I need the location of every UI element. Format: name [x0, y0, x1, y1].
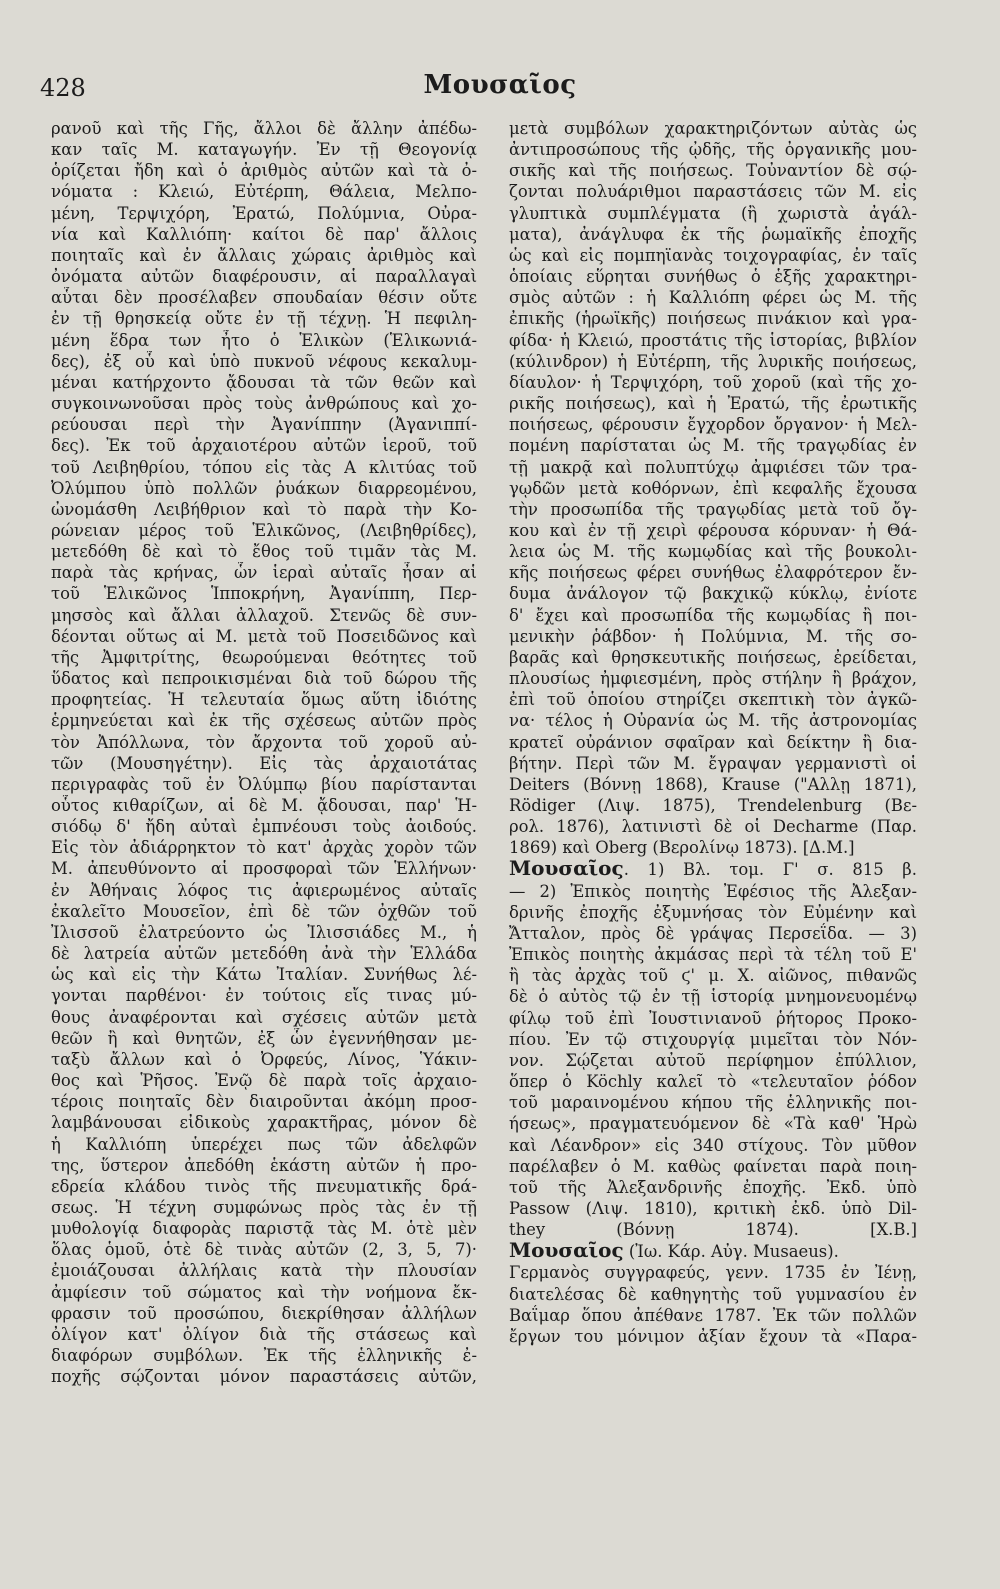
text-line: Deiters (Βόννῃ 1868), Krause ("Αλλῃ 1871), — [509, 774, 917, 794]
text-line: αὗται δὲν προσέλαβεν σπουδαίαν θέσιν οὔτε — [51, 288, 477, 308]
text-line: θεῶν ἢ καὶ θνητῶν, ἐξ ὧν ἐγεννήθησαν με- — [51, 1028, 477, 1048]
left-column — [51, 118, 477, 1387]
entry-headword-rest: (Ἰω. Κάρ. Αὐγ. Musaeus). — [623, 1242, 839, 1262]
text-line: της, ὕστερον ἀπεδόθη ἑκάστη αὐτῶν ἡ προ- — [51, 1155, 477, 1175]
text-line: μένη, Τερψιχόρη, Ἐρατώ, Πολύμνια, Οὐρα- — [51, 203, 477, 223]
text-line: ὀνόματα αὐτῶν διαφέρουσιν, αἱ παραλλαγαὶ — [51, 267, 477, 287]
text-line: κῆς ποιήσεως φέρει συνήθως ἐλαφρότερον ἔν- — [509, 563, 917, 583]
text-line: να· τέλος ἡ Οὐρανία ὡς Μ. τῆς ἀστρονομίας — [509, 711, 917, 731]
text-line: Γερμανὸς συγγραφεύς, γενν. 1735 ἐν Ἰένῃ, — [509, 1263, 917, 1283]
text-line: ἐν Ἀθήναις λόφος τις ἀφιερωμένος αὐταῖς — [51, 880, 477, 900]
text-line: ρικῆς ποιήσεως), καὶ ἡ Ἐρατώ, τῆς ἐρωτικῆς — [509, 394, 917, 414]
text-line: ἢ τὰς ἀρχὰς τοῦ ϛ' μ. Χ. αἰῶνος, πιθανῶς — [509, 966, 917, 986]
text-line: (κύλινδρον) ἡ Εὐτέρπη, τῆς λυρικῆς ποιήσεως, — [509, 351, 917, 371]
text-line: διατελέσας δὲ καθηγητὴς τοῦ γυμνασίου ἐν — [509, 1284, 917, 1304]
text-line: Μ. ἀπευθύνοντο αἱ προσφοραὶ τῶν Ἑλλήνων· — [51, 859, 477, 879]
text-line: δυμα ἀνάλογον τῷ βακχικῷ κύκλῳ, ἐνίοτε — [509, 584, 917, 604]
text-line: σιόδῳ δ' ἤδη αὐταὶ ἐμπνέουσι τοὺς ἀοιδούς. — [51, 817, 477, 837]
text-line: ματα), ἀνάγλυφα ἐκ τῆς ῥωμαϊκῆς ἐποχῆς — [509, 224, 917, 244]
text-line: βήτην. Περὶ τῶν Μ. ἔγραψαν γερμανιστὶ οἱ — [509, 753, 917, 773]
text-line: ρώνειαν μέρος τοῦ Ἑλικῶνος, (Λειβηθρίδες), — [51, 520, 477, 540]
text-line: μετὰ συμβόλων χαρακτηριζόντων αὐτὰς ὡς — [509, 119, 917, 138]
text-line: Εἰς τὸν ἀδιάρρηκτον τὸ κατ' ἀρχὰς χορὸν τῶν — [51, 838, 477, 858]
text-line: τῇ μακρᾷ καὶ πολυπτύχῳ ἀμφιέσει τῶν τρα- — [509, 457, 917, 477]
text-line: ὅλας ὁμοῦ, ὁτὲ δὲ τινὰς αὐτῶν (2, 3, 5, 7)· — [51, 1240, 477, 1260]
text-line: προφητείας. Ἡ τελευταία ὅμως αὕτη ἰδιότης — [51, 690, 477, 710]
text-line: Ἐπικὸς ποιητὴς ἀκμάσας περὶ τὰ τέλη τοῦ Ε' — [509, 945, 917, 965]
text-line: γονται παρθένοι· ἐν τούτοις εἴς τινας μύ- — [51, 986, 477, 1006]
text-line: ὕδατος καὶ πεπροικισμέναι διὰ τοῦ δώρου τῆς — [51, 669, 477, 689]
text-line: συγκοινωνοῦσαι πρὸς τοὺς ἀνθρώπους καὶ χο- — [51, 394, 477, 414]
text-line: Ἄτταλον, πρὸς δὲ γράψας Περσεΐδα. — 3) — [509, 923, 917, 943]
text-line: ἡ Καλλιόπη ὑπερέχει πως τῶν ἀδελφῶν — [51, 1134, 477, 1154]
text-line: δ' ἔχει καὶ προσωπίδα τῆς κωμῳδίας ἢ ποι- — [509, 605, 917, 625]
text-line: ἑρμηνεύεται καὶ ἐκ τῆς σχέσεως αὐτῶν πρὸς — [51, 711, 477, 731]
text-line — [509, 1240, 917, 1262]
text-line: ὡς καὶ εἰς πομπηϊανὰς τοιχογραφίας, ἐν ταῖς — [509, 245, 917, 265]
text-line: πίου. Ἐν τῷ στιχουργίᾳ μιμεῖται τὸν Νόν- — [509, 1029, 917, 1049]
text-line: ὀλίγον κατ' ὀλίγον διὰ τῆς στάσεως καὶ — [51, 1324, 477, 1344]
text-line: τῶν (Μουσηγέτην). Εἰς τὰς ἀρχαιοτάτας — [51, 753, 477, 773]
text-line: ὁρίζεται ἤδη καὶ ὁ ἀριθμὸς αὐτῶν καὶ τὰ ὀ- — [51, 161, 477, 181]
text-line: δέονται οὕτως αἱ Μ. μετὰ τοῦ Ποσειδῶνος καὶ — [51, 626, 477, 646]
text-line: ήσεως», πραγματευόμενον δὲ «Τὰ καθ' Ἡρὼ — [509, 1114, 917, 1134]
text-line: παρὰ τὰς κρήνας, ὧν ἱεραὶ αὐταῖς ἦσαν αἱ — [51, 563, 477, 583]
text-line: σμὸς αὐτῶν : ἡ Καλλιόπη φέρει ὡς Μ. τῆς — [509, 288, 917, 308]
text-line: βαρᾶς καὶ θρησκευτικῆς ποιήσεως, ἐρείδεται, — [509, 647, 917, 667]
text-line: ἀμφίεσιν τοῦ σώματος καὶ τὴν νοήμονα ἔκ- — [51, 1282, 477, 1302]
text-line: δρινῆς ἐποχῆς ἐξυμνήσας τὸν Εὐμένην καὶ — [509, 902, 917, 922]
text-line: τοῦ μαραινομένου κήπου τῆς ἑλληνικῆς ποι- — [509, 1093, 917, 1113]
text-line: τὸν Ἀπόλλωνα, τὸν ἄρχοντα τοῦ χοροῦ αὐ- — [51, 732, 477, 752]
text-line: ποιήσεως, φέρουσιν ἔγχορδον ὄργανον· ἡ Μελ- — [509, 415, 917, 435]
text-line: ζονται πολυάριθμοι παραστάσεις τῶν Μ. εἰς — [509, 182, 917, 202]
text-line: τέροις ποιηταῖς δὲν διαιροῦνται ἀκόμη προσ- — [51, 1092, 477, 1112]
text-line: they (Βόννῃ 1874). [Χ.Β.] — [509, 1220, 917, 1240]
text-line: φρασιν τοῦ προσώπου, διεκρίθησαν ἀλλήλων — [51, 1303, 477, 1323]
text-line: Ἰλισσοῦ ἐλατρεύοντο ὡς Ἰλισσιάδες Μ., ἡ — [51, 922, 477, 942]
text-line: δὲ λατρεία αὐτῶν μετεδόθη ἀνὰ τὴν Ἑλλάδα — [51, 944, 477, 964]
text-line: μυθολογίᾳ διαφορὰς παριστᾷ τὰς Μ. ὁτὲ μὲν — [51, 1219, 477, 1239]
text-line: κρατεῖ οὐράνιον σφαῖραν καὶ δείκτην ἢ δια- — [509, 732, 917, 752]
text-line: 1869) καὶ Oberg (Βερολίνῳ 1873). [Δ.Μ.] — [509, 838, 855, 858]
text-line: ὁποίαις εὕρηται συνήθως ὁ ἑξῆς χαρακτηρι- — [509, 267, 917, 287]
text-line: Rödiger (Λιψ. 1875), Trendelenburg (Βε- — [509, 796, 917, 815]
text-line: μέναι κατήρχοντο ᾄδουσαι τὰ τῶν θεῶν καὶ — [51, 372, 477, 392]
text-line: πλουσίως ἠμφιεσμένη, πρὸς στήλην ἢ βράχον, — [509, 669, 917, 689]
text-line: λεια ὡς Μ. τῆς κωμῳδίας καὶ τῆς βουκολι- — [509, 542, 917, 562]
text-line — [509, 858, 917, 880]
text-line: ὅπερ ὁ Köchly καλεῖ τὸ «τελευταῖον ῥόδον — [509, 1072, 917, 1092]
text-line: λαμβάνουσαι εἰδικοὺς χαρακτῆρας, μόνον δὲ — [51, 1113, 477, 1133]
text-line: καὶ Λέανδρον» εἰς 340 στίχους. Τὸν μῦθον — [509, 1135, 917, 1155]
text-line: ρεύουσαι περὶ τὴν Ἀγανίππην (Ἀγανιππί- — [51, 415, 477, 435]
text-line: ποιηταῖς καὶ ἐν ἄλλαις χώραις ἀριθμὸς καὶ — [51, 245, 477, 265]
text-line: σεως. Ἡ τέχνη συμφώνως πρὸς τὰς ἐν τῇ — [51, 1197, 477, 1217]
text-line: τῆς Ἀμφιτρίτης, θεωρούμεναι θεότητες τοῦ — [51, 647, 477, 667]
page-number: 428 — [40, 74, 86, 102]
text-line: μετεδόθη δὲ καὶ τὸ ἔθος τοῦ τιμᾶν τὰς Μ. — [51, 542, 477, 562]
text-line: ἐμοιάζουσαι ἀλλήλαις κατὰ τὴν πλουσίαν — [51, 1261, 477, 1281]
entry-headword-rest: . 1) Βλ. τομ. Γ' σ. 815 β. — [623, 860, 917, 880]
text-line: νον. Σῴζεται αὐτοῦ περίφημον ἐπύλλιον, — [509, 1050, 917, 1070]
text-line: γλυπτικὰ συμπλέγματα (ἢ χωριστὰ ἀγάλ- — [509, 203, 917, 223]
text-line: πομένη παρίσταται ὡς Μ. τῆς τραγῳδίας ἐν — [509, 436, 917, 456]
text-line: θους ἀναφέρονται καὶ σχέσεις αὐτῶν μετὰ — [51, 1007, 477, 1027]
text-line: περιγραφὰς τοῦ ἐν Ὀλύμπῳ βίου παρίστανται — [51, 774, 477, 794]
text-line: δίαυλον· ἡ Τερψιχόρη, τοῦ χοροῦ (καὶ τῆς χο- — [509, 372, 917, 392]
text-line: εδρεία κλάδου τινὸς τῆς πνευματικῆς δρά- — [51, 1176, 477, 1196]
text-line: ἐπὶ τοῦ ὁποίου στηρίζει σκεπτικὴ τὸν ἀγκῶ- — [509, 690, 917, 710]
text-line: φίδα· ἡ Κλειώ, προστάτις τῆς ἱστορίας, βιβλίον — [509, 330, 917, 350]
text-line: ἐν τῇ θρησκείᾳ οὔτε ἐν τῇ τέχνῃ. Ἡ πεφιλη- — [51, 309, 477, 329]
text-line: κου καὶ ἐν τῇ χειρὶ φέρουσα κόρυναν· ἡ Θά- — [509, 520, 917, 540]
text-line: τοῦ Λειβηθρίου, τόπου εἰς τὰς Α κλιτύας τοῦ — [51, 457, 477, 477]
text-line: οὗτος κιθαρίζων, αἱ δὲ Μ. ᾄδουσαι, παρ' Ἡ- — [51, 796, 477, 815]
text-line: σικῆς καὶ τῆς ποιήσεως. Τοὐναντίον δὲ σῴ- — [509, 161, 917, 181]
entry-headword: Μουσαῖος — [509, 1240, 624, 1263]
text-line: ὠνομάσθη Λειβήθριον καὶ τὸ παρὰ τὴν Κο- — [51, 499, 477, 519]
text-line: μησσὸς καὶ ἄλλαι ἀλλαχοῦ. Στενῶς δὲ συν- — [51, 605, 477, 625]
entry-headword: Μουσαῖος — [509, 858, 624, 881]
right-column — [509, 118, 917, 1347]
text-line: γῳδῶν μετὰ κοθόρνων, ἐπὶ κεφαλῆς ἔχουσα — [509, 478, 917, 498]
text-line: ποχῆς σῴζονται μόνον παραστάσεις αὐτῶν, — [51, 1367, 477, 1387]
text-line: ἐπικῆς (ἡρωϊκῆς) ποιήσεως πινάκιον καὶ γρα- — [509, 309, 917, 329]
text-line: μένη ἕδρα των ἦτο ὁ Ἑλικὼν (Ἑλικωνιά- — [51, 330, 477, 350]
text-line: δες). Ἐκ τοῦ ἀρχαιοτέρου αὐτῶν ἱεροῦ, τοῦ — [51, 436, 477, 456]
text-line: μενικὴν ῥάβδον· ἡ Πολύμνια, Μ. τῆς σο- — [509, 626, 917, 646]
text-line: φίλῳ τοῦ ἐπὶ Ἰουστινιανοῦ ῥήτορος Προκο- — [509, 1008, 917, 1028]
text-line: τὴν προσωπίδα τῆς τραγῳδίας μετὰ τοῦ ὄγ- — [509, 499, 917, 519]
text-line: ὡς καὶ εἰς τὴν Κάτω Ἰταλίαν. Συνήθως λέ- — [51, 965, 477, 985]
running-head: Μουσαῖος — [423, 70, 577, 100]
text-line: ρανοῦ καὶ τῆς Γῆς, ἄλλοι δὲ ἄλλην ἀπέδω- — [51, 119, 477, 138]
text-line: νόματα : Κλειώ, Εὐτέρπη, Θάλεια, Μελπο- — [51, 182, 477, 202]
text-line: ἔργων του μόνιμον ἀξίαν ἔχουν τὰ «Παρα- — [509, 1326, 917, 1346]
text-line: τοῦ τῆς Ἀλεξανδρινῆς ἐποχῆς. Ἐκδ. ὑπὸ — [509, 1177, 917, 1197]
text-line: Passow (Λιψ. 1810), κριτικὴ ἐκδ. ὑπὸ Dil- — [509, 1198, 917, 1218]
text-line: διαφόρων συμβόλων. Ἐκ τῆς ἑλληνικῆς ἐ- — [51, 1346, 477, 1366]
text-line: Ὀλύμπου ὑπὸ πολλῶν ῥυάκων διαρρεομένου, — [51, 478, 477, 498]
text-line: καν ταῖς Μ. καταγωγήν. Ἐν τῇ Θεογονίᾳ — [51, 140, 477, 160]
text-line: θος καὶ Ῥῆσος. Ἐνῷ δὲ παρὰ τοῖς ἀρχαιο- — [51, 1071, 477, 1091]
text-line: — 2) Ἐπικὸς ποιητὴς Ἐφέσιος τῆς Ἀλεξαν- — [509, 881, 917, 901]
text-line: ἐκαλεῖτο Μουσεῖον, ἐπὶ δὲ τῶν ὀχθῶν τοῦ — [51, 901, 477, 921]
text-line: ἀντιπροσώπους τῆς ᾠδῆς, τῆς ὀργανικῆς μου- — [509, 140, 917, 160]
text-line: τοῦ Ἑλικῶνος Ἱπποκρήνη, Ἀγανίππη, Περ- — [51, 584, 477, 604]
text-line: παρέλαβεν ὁ Μ. καθὼς φαίνεται παρὰ ποιη- — [509, 1156, 917, 1176]
text-line: δες), ἐξ οὗ καὶ ὑπὸ πυκνοῦ νέφους κεκαλυμ- — [51, 351, 477, 371]
text-line: Βαΐμαρ ὅπου ἀπέθανε 1787. Ἐκ τῶν πολλῶν — [509, 1305, 917, 1325]
text-line: ρολ. 1876), λατινιστὶ δὲ οἱ Decharme (Παρ. — [509, 817, 917, 837]
text-line: ταξὺ ἄλλων καὶ ὁ Ὀρφεύς, Λίνος, Ὑάκιν- — [51, 1049, 477, 1069]
text-line: νία καὶ Καλλιόπη· καίτοι δὲ παρ' ἄλλοις — [51, 224, 477, 244]
text-line: δὲ ὁ αὐτὸς τῷ ἐν τῇ ἱστορίᾳ μνημονευομένῳ — [509, 987, 917, 1007]
